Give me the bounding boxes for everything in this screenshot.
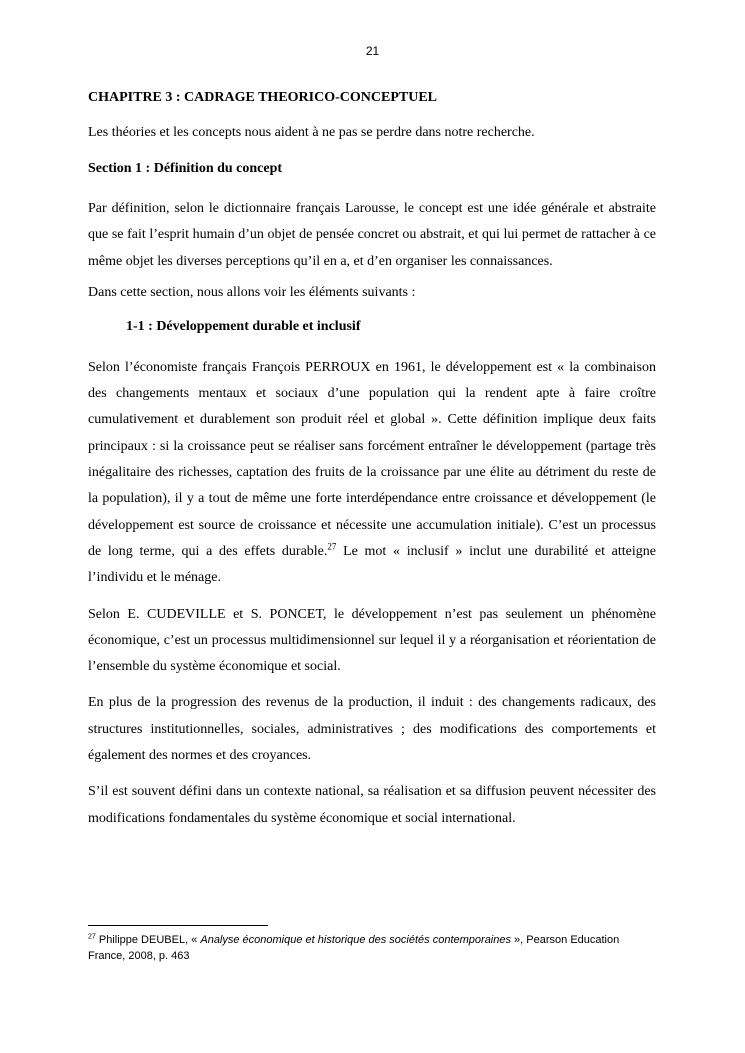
footnote-publisher: », Pearson Education France, 2008, p. 463 [88,934,620,962]
chapter-title: CHAPITRE 3 : CADRAGE THEORICO-CONCEPTUEL [88,90,437,105]
progression-paragraph: En plus de la progression des revenus de la production, il induit : des changements radicaux, des structures institutionnelles, sociales, administratives ; des modifications des comportements et également des normes et des croyances. [88,695,656,764]
footnote [88,932,658,964]
intro-paragraph: Les théories et les concepts nous aident à ne pas se perdre dans notre recherche. [88,125,535,140]
footnote-reference[interactable]: 27 [327,541,337,552]
footnote-author: Philippe DEUBEL, « [95,934,201,946]
page-content [88,90,656,842]
footnote-title: Analyse économique et historique des sociétés contemporaines [200,934,511,946]
page-number: 21 [365,44,380,58]
national-context-paragraph: S’il est souvent défini dans un contexte national, sa réalisation et sa diffusion peuvent nécessiter des modifications fondamentales du système économique et social international. [88,784,656,826]
perroux-paragraph-text: Selon l’économiste français François PERROUX en 1961, le développement est « la combinaison des changements mentaux et sociaux d’une population qui la rendent apte à faire croître cumulativement et durablement son produit réel et global ». Cette définition implique deux faits principaux : si la croissance peut se réaliser sans forcément entraîner le développement (partage très inégalitaire des richesses, captation des fruits de la croissance par une élite au détriment du reste de la population), il y a tout de même une forte interdépendance entre croissance et développement (le développement est source de croissance et nécessite une accumulation initiale). C’est un processus de long terme, qui a des effets durable. [88,359,656,559]
cudeville-paragraph: Selon E. CUDEVILLE et S. PONCET, le développement n’est pas seulement un phénomène économique, c’est un processus multidimensionnel sur lequel il y a réorganisation et réorientation de l’ensemble du système économique et social. [88,606,656,675]
footnote-divider [88,925,268,926]
perroux-paragraph-continuation: Le mot « inclusif » inclut une durabilité et atteigne l’individu et le ménage. [88,543,656,586]
section-intro-paragraph: Dans cette section, nous allons voir les éléments suivants : [88,284,416,300]
subsection-title: 1-1 : Développement durable et inclusif [126,318,361,334]
definition-paragraph: Par définition, selon le dictionnaire français Larousse, le concept est une idée générale et abstraite que se fait l’esprit humain d’un objet de pensée concret ou abstrait, et qui lui permet de rattacher à ce même objet les diverses perceptions qu’il en a, et d’en organiser les connaissances. [88,201,656,269]
section-title: Section 1 : Définition du concept [88,161,283,176]
footnote-number: 27 [88,933,96,941]
perroux-paragraph [88,355,656,592]
